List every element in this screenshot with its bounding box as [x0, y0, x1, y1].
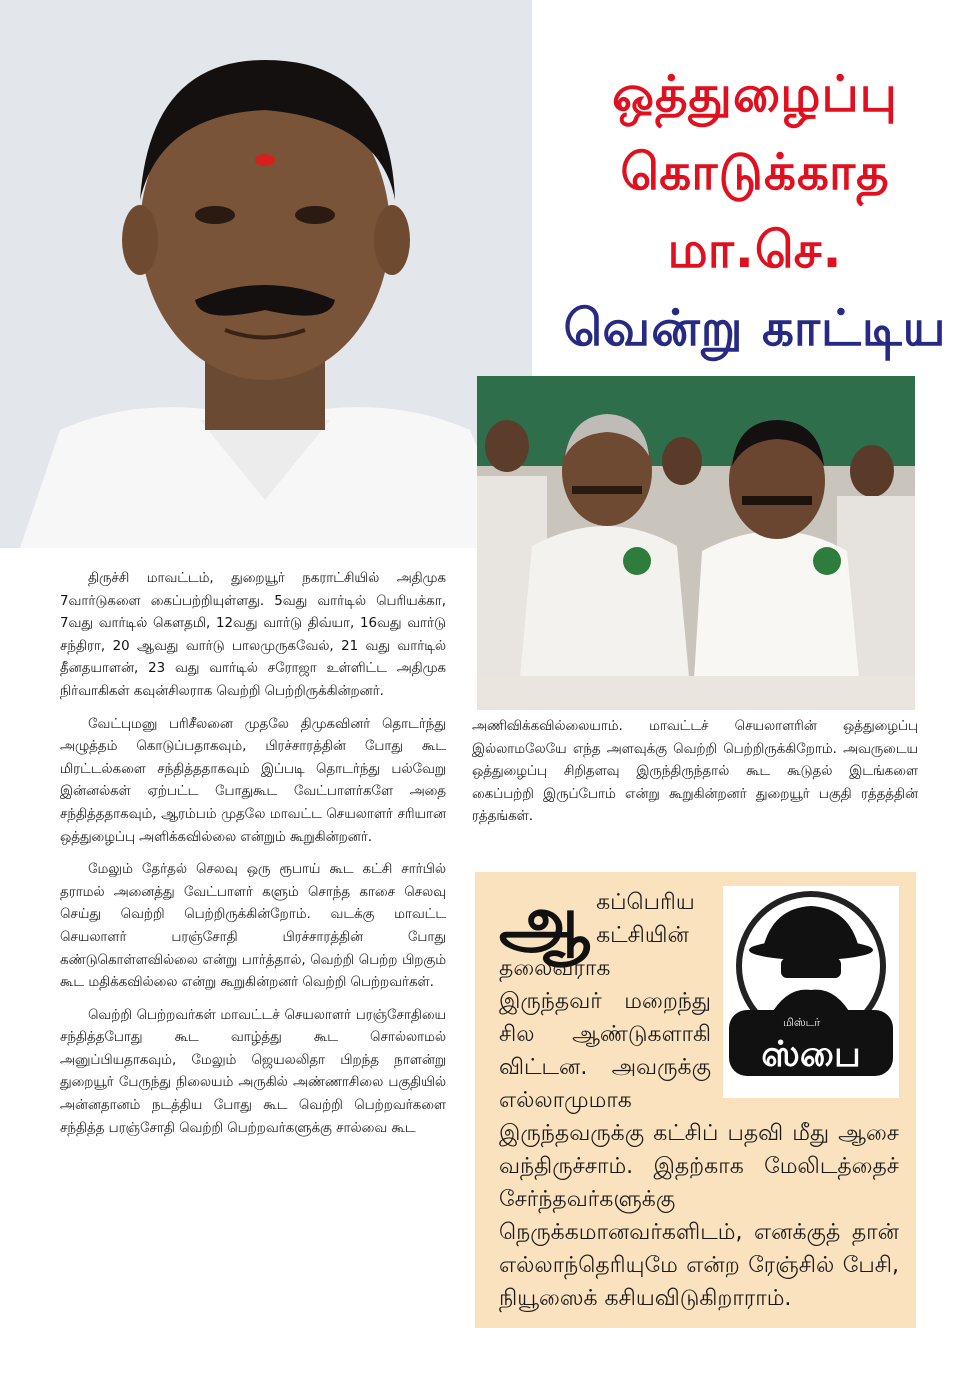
group-photo — [477, 376, 915, 710]
article-paragraph-3: மேலும் தேர்தல் செலவு ஒரு ரூபாய் கூட கட்சி சார்பில் தராமல் அனைத்து வேட்பாளர் களும் சொந்த காசை செலவு செய்து வெற்றி பெற்றிருக்கின்றோம். வடக்கு மாவட்ட செயலாளர் பரஞ்சோதி பிரச்சாரத்தின் போது கண்டுகொள்ளவில்லை என்று பார்த்தால், வெற்றி பெற்ற பிறகும் கூட மதிக்கவில்லை என்று கூறுகின்றனர் வெற்றி பெற்றவர்கள். — [60, 862, 446, 991]
article-paragraph-5: அணிவிக்கவில்லையாம். மாவட்டச் செயலாளரின் ஒத்துழைப்பு இல்லாமலேயே எந்த அளவுக்கு வெற்றி பெற்றிருக்கிறோம். அவருடைய ஒத்துழைப்பு சிறிதளவு இருந்திருந்தால் கூட கூடுதல் இடங்களை கைப்பற்றி இருப்போம் என்று கூறுகின்றனர் துறையூர் பகுதி ரத்தத்தின் ரத்தங்கள். — [472, 719, 918, 825]
article-paragraph-2: வேட்புமனு பரிசீலனை முதலே திமுகவினர் தொடர்ந்து அழுத்தம் கொடுப்பதாகவும், பிரச்சாரத்தின் போது கூட மிரட்டல்களை சந்தித்ததாகவும் இப்படி தொடர்ந்து பல்வேறு இன்னல்கள் ஏற்பட்ட போதுகூட வேட்பாளர்களே அதை சந்தித்ததாகவும், ஆரம்பம் முதலே மாவட்ட செயலாளர் சரியான ஒத்துழைப்பு அளிக்கவில்லை என்றும் கூறுகின்றனர். — [60, 716, 446, 845]
spy-figure-icon — [723, 886, 899, 1098]
article-paragraph-4: வெற்றி பெற்றவர்கள் மாவட்டச் செயலாளர் பரஞ்சோதியை சந்தித்தபோது கூட வாழ்த்து கூட சொல்லாமல் அனுப்பியதாகவும், மேலும் ஜெயலலிதா பிறந்த நாளன்று துறையூர் பேருந்து நிலையம் அருகில் அண்ணாசிலை பகுதியில் அன்னதானம் நடத்திய போது கூட வெற்றி பெற்றவர்களை சந்தித்த பரஞ்சோதி வெற்றி பெற்றவர்களுக்கு சால்வை கூட — [60, 1007, 446, 1136]
headline-line-3: வென்று காட்டிய — [563, 299, 947, 357]
headline-line-2: கொடுக்காத மா.செ. — [620, 143, 890, 279]
logo-small-text: மிஸ்டர் — [783, 1016, 821, 1029]
group-illustration — [477, 376, 915, 710]
article-left-column — [60, 568, 446, 1150]
mister-spy-logo — [723, 886, 899, 1098]
portrait-photo — [0, 0, 532, 548]
spy-box-content — [499, 879, 899, 1315]
spy-news-box — [475, 872, 916, 1328]
spy-box-dropcap: ஆ — [499, 879, 591, 963]
headline-line-1: ஒத்துழைப்பு — [612, 65, 898, 123]
spy-box-text: கப்பெரிய கட்சியின் தலைவராக இருந்தவர் மறைந்து சில ஆண்டுகளாகி விட்டன. அவருக்கு எல்லாமுமாக இருந்தவருக்கு கட்சிப் பதவி மீது ஆசை வந்திருச்சாம். இதற்காக மேலிடத்தைச் சேர்ந்தவர்களுக்கு நெருக்கமானவர்களிடம், எனக்குத் தான் எல்லாந்தெரியுமே என்ற ரேஞ்சில் பேசி, நியூஸைக் கசியவிடுகிறாராம். — [499, 890, 899, 1311]
logo-big-text: ஸ்பை — [761, 1034, 861, 1075]
portrait-illustration — [0, 0, 532, 548]
article-right-column — [472, 716, 918, 829]
article-paragraph-1: திருச்சி மாவட்டம், துறையூர் நகராட்சியில் அதிமுக 7வார்டுகளை கைப்பற்றியுள்ளது. 5வது வார்டில் பெரியக்கா, 7வது வார்டில் கௌதமி, 12வது வார்டு திவ்யா, 16வது வார்டு சந்திரா, 20 ஆவது வார்டு பாலமுருகவேல், 21 வது வார்டில் தீனதயாளன், 23 வது வார்டில் சரோஜா உள்ளிட்ட அதிமுக நிர்வாகிகள் கவுன்சிலராக வெற்றி பெற்றிருக்கின்றனர். — [60, 571, 446, 699]
